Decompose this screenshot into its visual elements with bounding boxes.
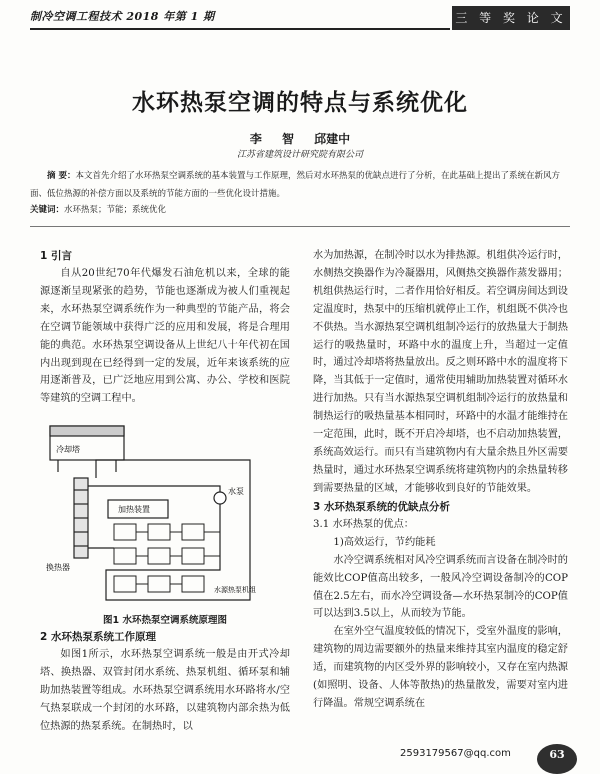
section-badge: 三 等 奖 论 文 — [452, 6, 570, 30]
label-cooling-tower: 冷却塔 — [56, 445, 80, 454]
journal-header: 制冷空调工程技术 2018 年第 1 期 — [30, 10, 215, 23]
label-pump: 水泵 — [228, 487, 244, 496]
paper-title: 水环热泵空调的特点与系统优化 — [132, 90, 468, 116]
section-3-1-paragraph-1: 水冷空调系统相对风冷空调系统而言设备在制冷时的能效比COP值高出较多，一般风冷空调设备制冷的COP值在2.5左右，而水冷空调设备—水环热泵制冷的COP值可以达到3.5以上，从而较为节能。 — [313, 554, 568, 620]
section-3-1-heading: 3.1 水环热泵的优点： — [313, 518, 414, 530]
keywords-label: 关键词： — [30, 205, 65, 215]
col2-paragraph-1: 水为加热源，在制冷时以水为排热源。机组供冷运行时，水侧热交换器作为冷凝器用，风侧热交换器作蒸发器用；机组供热运行时，二者作用恰好相反。若空调房间达到设定温度时，热泵中的压缩机就停止工作，机组既不供冷也不供热。当水源热泵空调机组制冷运行的放热量大于制热运行的吸热量时，环路中水的温度上升，当超过一定值时，通过冷却塔将热量放出。反之则环路中水的温度将下降，当其低于一定值时，通常使用辅助加热装置对循环水进行加热。只有当水源热泵空调机组制冷运行的放热量和制热运行的吸热量基本相同时，环路中的水温才能维持在一定范围，此时，既不开启冷却塔，也不启动加热装置，系统高效运行。而只有当建筑物内有大量余热且外区需要热量时，通过水环热泵空调系统将建筑物内的余热量转移到需要热量的区域，才能够收到良好的节能效果。 — [313, 250, 568, 494]
keywords-text: 水环热泵；节能；系统优化 — [64, 205, 167, 215]
affiliation: 江苏省建筑设计研究院有限公司 — [236, 150, 363, 160]
abstract-divider — [30, 226, 570, 227]
author-email: 2593179567@qq.com — [400, 748, 511, 759]
header-rule — [30, 28, 450, 30]
section-1-paragraph: 自从20世纪70年代爆发石油危机以来，全球的能源逐渐呈现紧张的趋势，节能也逐渐成为被人们重视起来，水环热泵空调系统作为一种典型的节能产品，将会在空调节能领域中获得广泛的应用和发展，将是合理用能的典范。水环热泵空调设备从上世纪八十年代初在国内出现到现在已经得到一定的发展，近年来该系统的应用逐渐普及，已广泛地应用到公寓、办公、学校和医院等建筑的空调工程中。 — [40, 268, 290, 405]
column-right — [313, 247, 568, 713]
column-left-top — [40, 247, 290, 408]
section-2-heading: 2 水环热泵系统工作原理 — [40, 631, 156, 643]
label-heat-pump-units: 水源热泵机组 — [214, 586, 256, 594]
abstract — [30, 167, 570, 203]
pump-symbol — [214, 492, 226, 504]
page-number: 63 — [537, 744, 577, 774]
figure-caption: 图1 水环热泵空调系统原理图 — [103, 615, 227, 626]
section-1-heading: 1 引言 — [40, 250, 72, 262]
section-2-paragraph: 如图1所示，水环热泵空调系统一般是由开式冷却塔、换热器、双管封闭水系统、热泵机组、循环泵和辅助加热装置等组成。水环热泵空调系统用水环路将水/空气热泵联成一个封闭的水环路，以建筑物内部余热为低位热源的热泵系统。在制热时，以 — [40, 649, 290, 732]
section-3-heading: 3 水环热泵系统的优缺点分析 — [313, 500, 450, 513]
section-3-1-paragraph-2: 在室外空气温度较低的情况下，受室外温度的影响，建筑物的周边需要额外的热量来维持其室内温度的稳定舒适，而建筑物的内区受外界的影响较小，又存在室内热源(如照明、设备、人体等散热)的热量散发，需要对室内进行降温。常规空调系统在 — [313, 626, 568, 709]
column-left-bottom — [40, 628, 290, 736]
keywords — [30, 203, 570, 215]
label-heater: 加热装置 — [118, 505, 150, 514]
section-3-1-item-1: 1)高效运行，节约能耗 — [333, 536, 436, 548]
abstract-text: 本文首先介绍了水环热泵空调系统的基本装置与工作原理，然后对水环热泵的优缺点进行了分析，在此基础上提出了系统在新风方面、低位热源的补偿方面以及系统的节能方面的一些优化设计措施。 — [30, 171, 560, 199]
abstract-label: 摘 要： — [47, 171, 76, 181]
label-heat-exchanger: 换热器 — [46, 563, 70, 572]
system-schematic-figure — [44, 420, 290, 610]
authors: 李 智 邱建中 — [249, 132, 351, 146]
cooling-tower-top — [50, 426, 124, 436]
